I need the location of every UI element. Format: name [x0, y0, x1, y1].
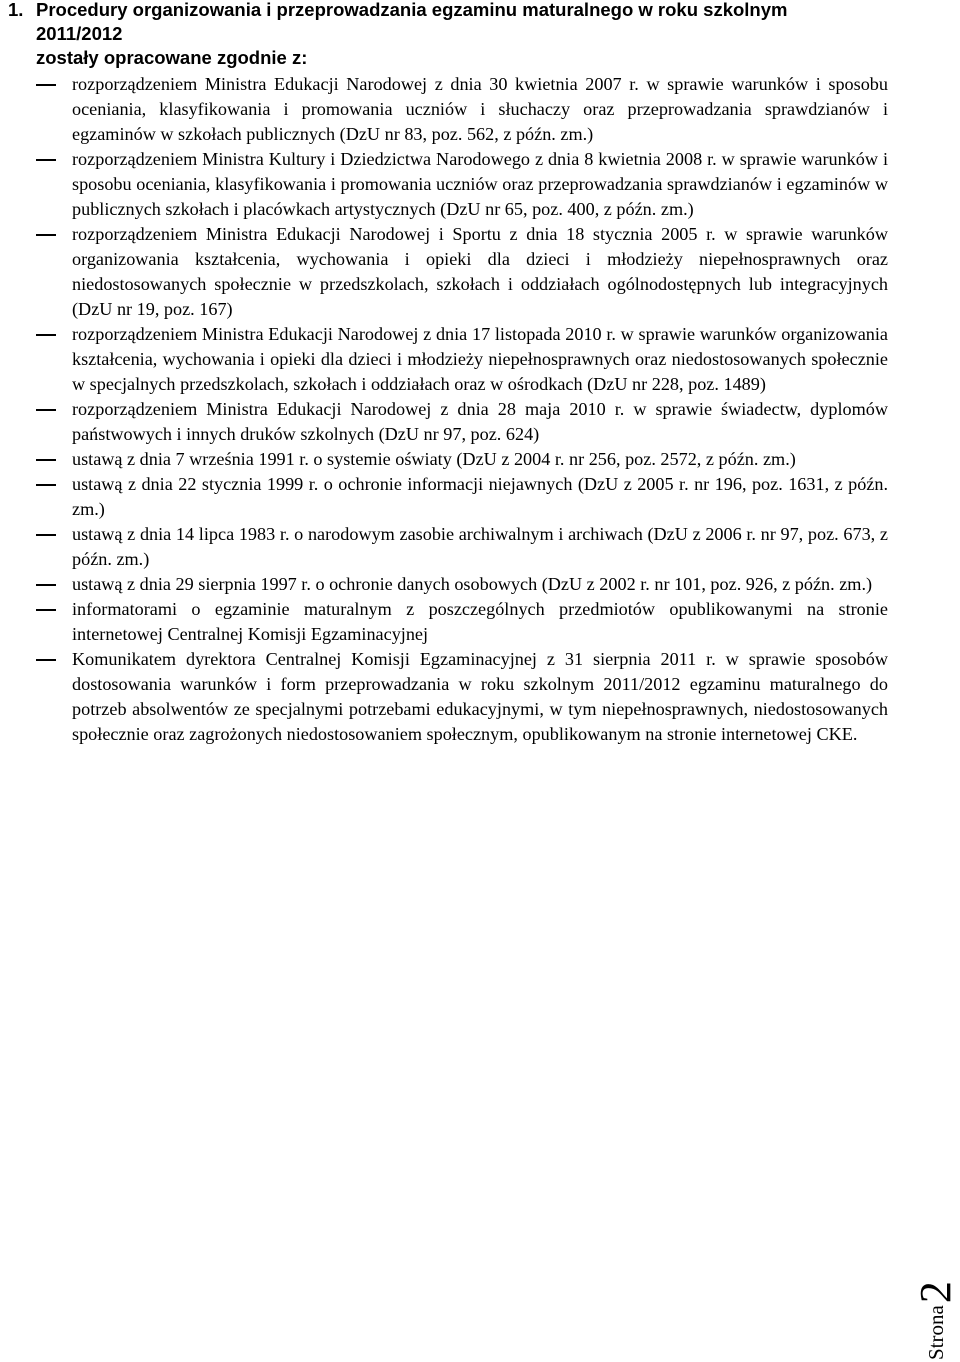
- page-label: Strona: [924, 1305, 948, 1360]
- section-title-line-1: Procedury organizowania i przeprowadzania egzaminu maturalnego w roku szkolnym: [36, 0, 788, 20]
- list-item: [36, 472, 888, 522]
- list-item: [36, 147, 888, 222]
- list-item: [36, 572, 888, 597]
- section-title-line-2: 2011/2012: [36, 23, 123, 44]
- list-item-text: rozporządzeniem Ministra Kultury i Dziedzictwa Narodowego z dnia 8 kwietnia 2008 r. w sprawie warunków i sposobu oceniania, klasyfikowania i promowania uczniów oraz przeprowadzania sprawdzianów i egzaminów w publicznych szkołach i placówkach artystycznych (DzU nr 65, poz. 400, z późn. zm.): [72, 149, 888, 219]
- list-item-text: rozporządzeniem Ministra Edukacji Narodowej z dnia 17 listopada 2010 r. w sprawie warunków organizowania kształcenia, wychowania i opieki dla dzieci i młodzieży niepełnosprawnych oraz niedostosowanych społecznie w specjalnych przedszkolach, szkołach i oddziałach oraz w ośrodkach (DzU nr 228, poz. 1489): [72, 324, 888, 394]
- list-item-text: ustawą z dnia 29 sierpnia 1997 r. o ochronie danych osobowych (DzU z 2002 r. nr 101, poz. 926, z późn. zm.): [72, 574, 873, 594]
- page-number: 2: [911, 1281, 960, 1304]
- list-item-text: rozporządzeniem Ministra Edukacji Narodowej z dnia 28 maja 2010 r. w sprawie świadectw, dyplomów państwowych i innych druków szkolnych (DzU nr 97, poz. 624): [72, 399, 888, 444]
- list-item: [36, 72, 888, 147]
- section-number: 1.: [8, 0, 24, 20]
- intro-text: zostały opracowane zgodnie z:: [36, 47, 308, 68]
- page-footer: [912, 1230, 960, 1360]
- list-item: [36, 222, 888, 322]
- list-item: [36, 647, 888, 747]
- legal-basis-list: [36, 72, 888, 747]
- section-heading: [8, 0, 787, 46]
- list-item: [36, 522, 888, 572]
- list-item-text: ustawą z dnia 7 września 1991 r. o systemie oświaty (DzU z 2004 r. nr 256, poz. 2572, z późn. zm.): [72, 449, 796, 469]
- list-item: [36, 397, 888, 447]
- list-item-text: informatorami o egzaminie maturalnym z poszczególnych przedmiotów opublikowanymi na stronie internetowej Centralnej Komisji Egzaminacyjnej: [72, 599, 888, 644]
- list-item: [36, 322, 888, 397]
- list-item-text: rozporządzeniem Ministra Edukacji Narodowej z dnia 30 kwietnia 2007 r. w sprawie warunków i sposobu oceniania, klasyfikowania i promowania uczniów i słuchaczy oraz przeprowadzania sprawdzianów i egzaminów w szkołach publicznych (DzU nr 83, poz. 562, z późn. zm.): [72, 74, 888, 144]
- list-item-text: ustawą z dnia 14 lipca 1983 r. o narodowym zasobie archiwalnym i archiwach (DzU z 2006 r. nr 97, poz. 673, z późn. zm.): [72, 524, 888, 569]
- list-item: [36, 597, 888, 647]
- list-item-text: Komunikatem dyrektora Centralnej Komisji Egzaminacyjnej z 31 sierpnia 2011 r. w sprawie sposobów dostosowania warunków i form przeprowadzania w roku szkolnym 2011/2012 egzaminu maturalnego do potrzeb absolwentów ze specjalnymi potrzebami edukacyjnymi, w tym niepełnosprawnych, niedostosowanych społecznie oraz zagrożonych niedostosowaniem społecznym, opublikowanym na stronie internetowej CKE.: [72, 649, 888, 744]
- list-item-text: rozporządzeniem Ministra Edukacji Narodowej i Sportu z dnia 18 stycznia 2005 r. w sprawie warunków organizowania kształcenia, wychowania i opieki dla dzieci i młodzieży niepełnosprawnych oraz niedostosowanych społecznie w przedszkolach, szkołach i oddziałach ogólnodostępnych lub integracyjnych (DzU nr 19, poz. 167): [72, 224, 888, 319]
- list-item-text: ustawą z dnia 22 stycznia 1999 r. o ochronie informacji niejawnych (DzU z 2005 r. nr 196, poz. 1631, z późn. zm.): [72, 474, 888, 519]
- list-item: [36, 447, 888, 472]
